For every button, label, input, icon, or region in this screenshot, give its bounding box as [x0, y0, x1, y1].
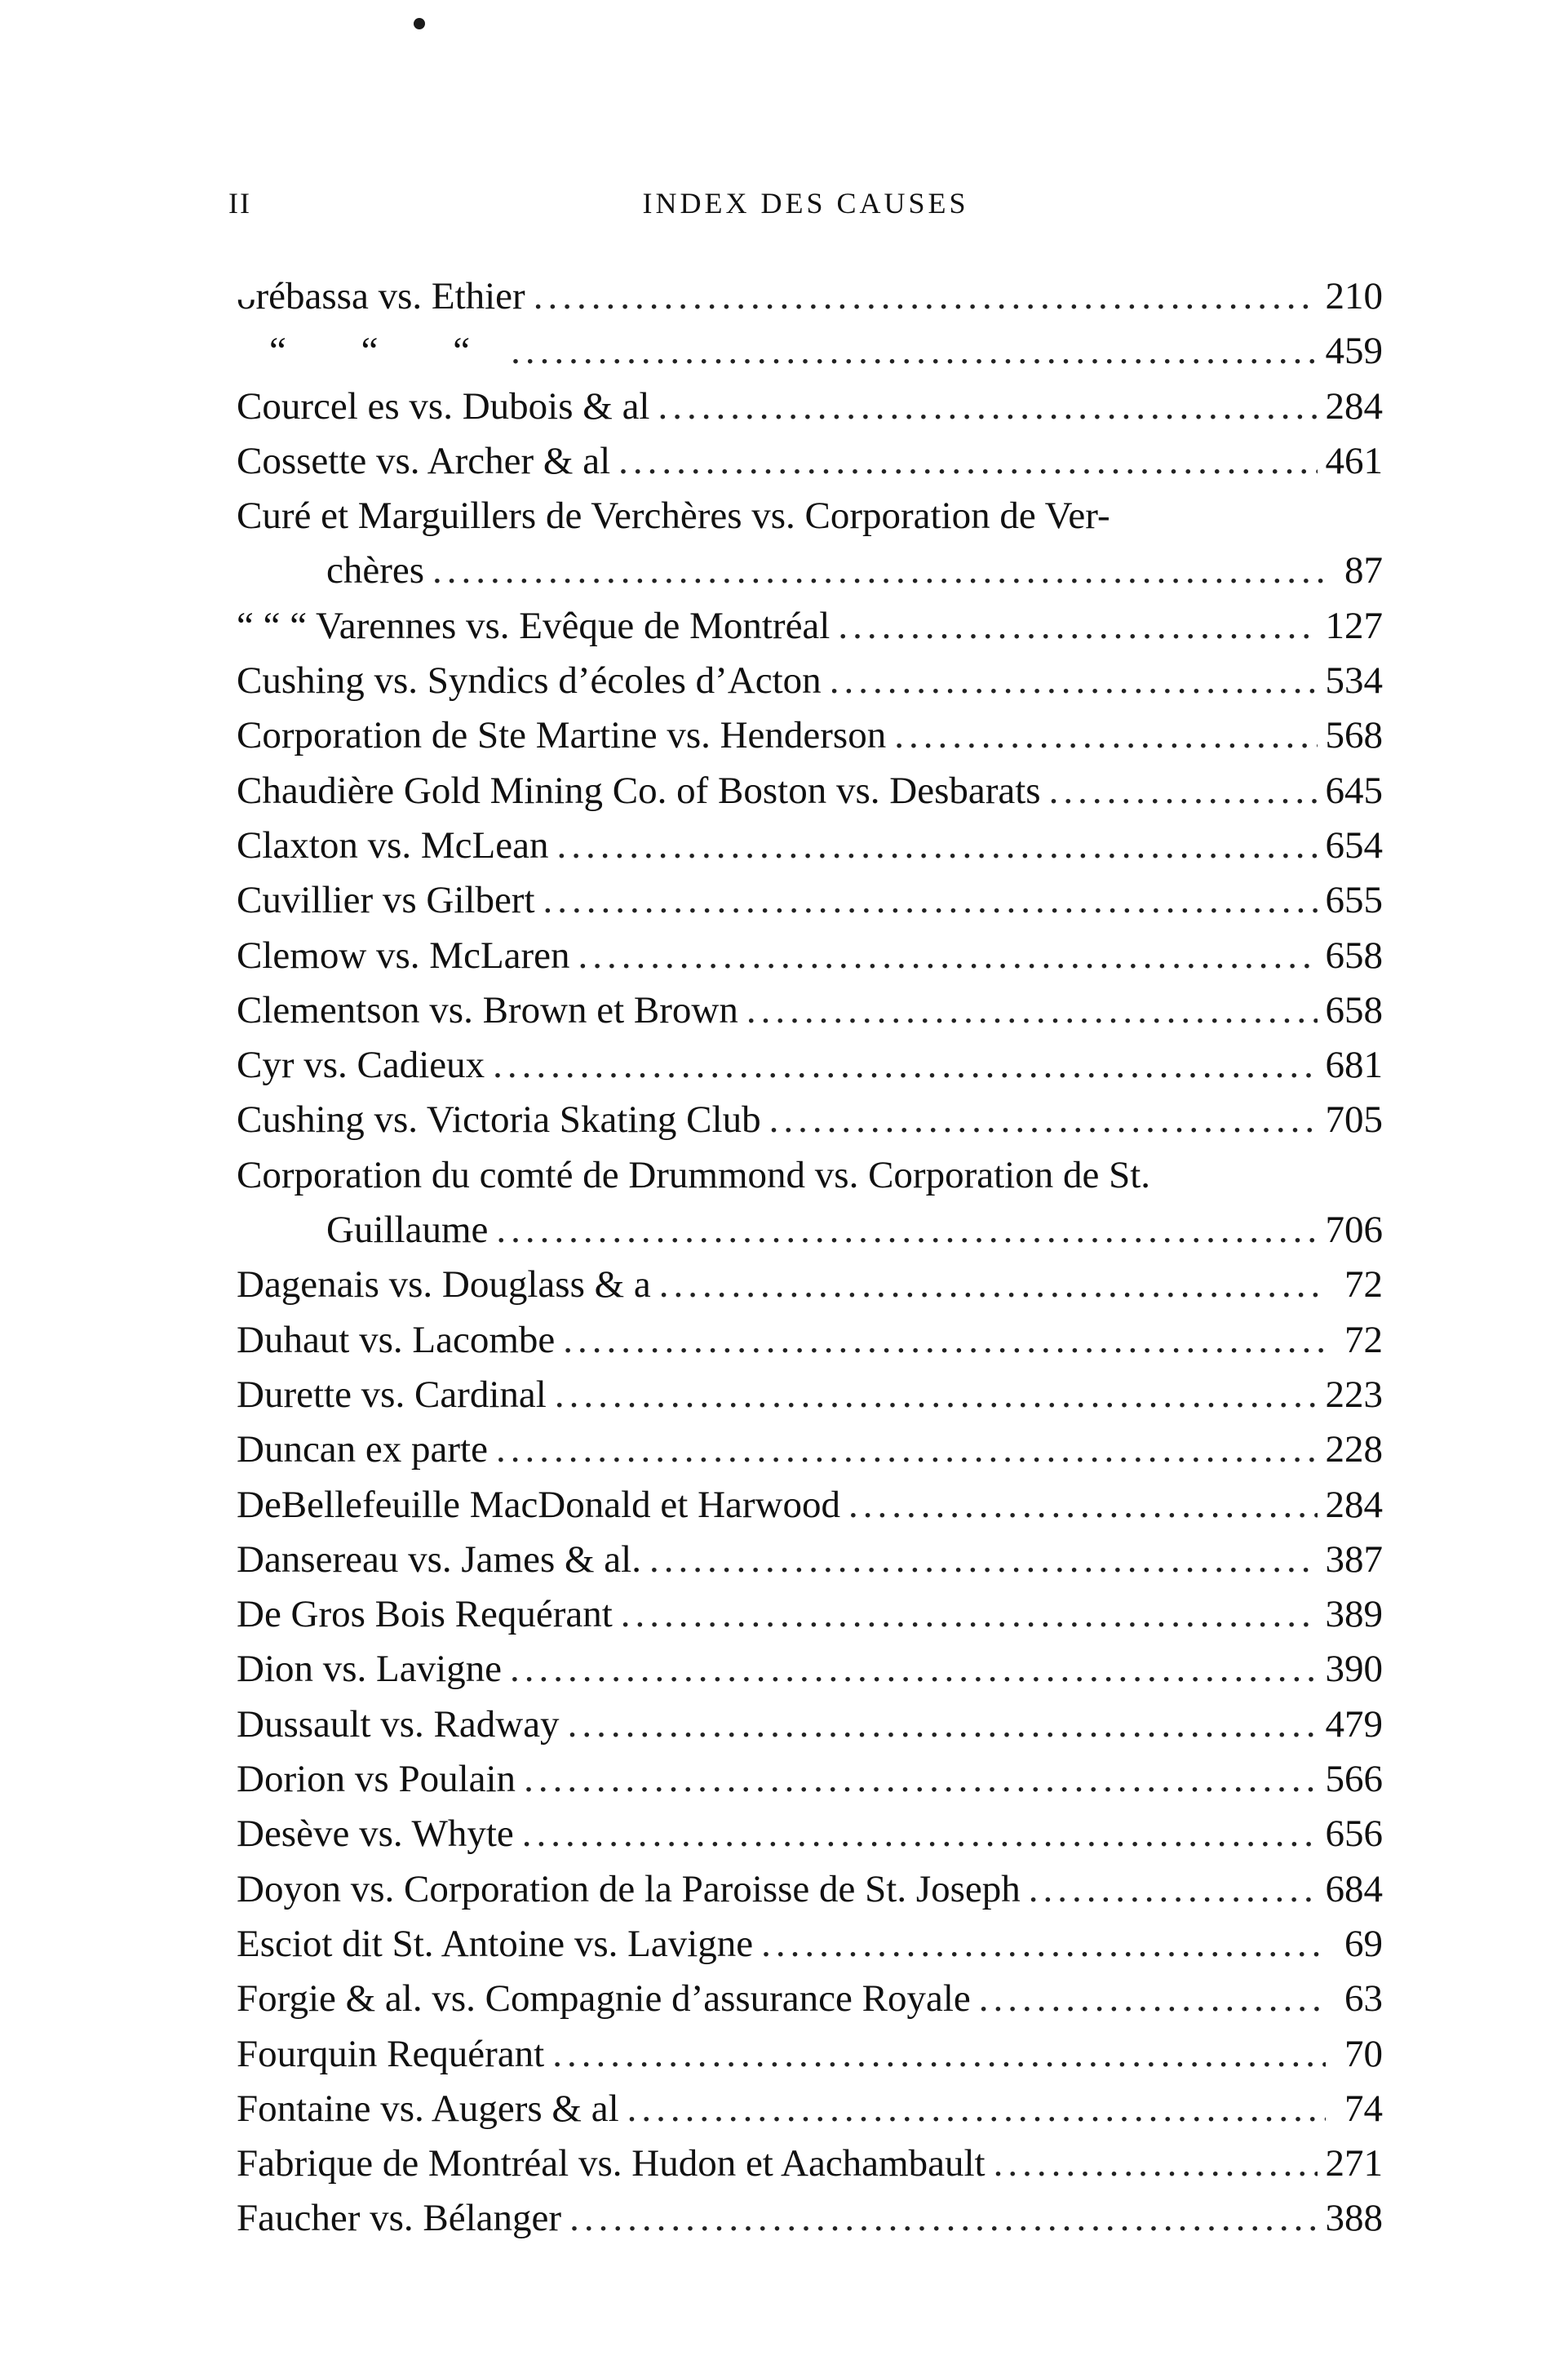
entry-page-number: 87	[1344, 549, 1383, 592]
entry-line	[237, 1368, 1383, 1422]
entry-title: Dansereau vs. James & al.	[237, 1537, 641, 1581]
dot-leader	[534, 269, 1318, 324]
index-entry	[237, 819, 1383, 873]
page-number: II	[228, 187, 251, 220]
entry-line	[237, 2082, 1383, 2136]
entry-page-number: 658	[1325, 988, 1383, 1032]
entry-line	[237, 873, 1383, 928]
entry-title: Duncan ex parte	[237, 1428, 488, 1471]
entry-page-number: 705	[1325, 1098, 1383, 1142]
entry-page-number: 69	[1344, 1922, 1383, 1965]
entry-title: Curé et Marguillers de Verchères vs. Corporation de Ver-	[237, 495, 1110, 538]
dot-leader	[848, 1478, 1318, 1533]
running-head	[228, 186, 1383, 235]
dot-leader	[568, 1697, 1318, 1752]
index-entry	[237, 379, 1383, 434]
entry-page-number: 479	[1325, 1702, 1383, 1746]
index-entry	[237, 1422, 1383, 1477]
index-entry	[237, 1697, 1383, 1752]
dot-leader	[649, 1533, 1318, 1587]
dot-leader	[838, 599, 1317, 654]
entry-title: Cushing vs. Syndics d’écoles d’Acton	[237, 659, 822, 703]
dot-leader	[556, 819, 1317, 873]
entry-page-number: 568	[1325, 714, 1383, 757]
entry-line	[237, 543, 1383, 598]
entry-title: “ “ “	[269, 330, 503, 373]
entry-page-number: 389	[1325, 1593, 1383, 1636]
entry-page-number: 228	[1325, 1428, 1383, 1471]
index-entry	[237, 434, 1383, 489]
dot-leader	[994, 2136, 1318, 2191]
dot-leader	[496, 1203, 1317, 1258]
index-entry	[237, 1038, 1383, 1093]
dot-leader	[496, 1422, 1318, 1477]
entry-page-number: 654	[1325, 823, 1383, 867]
entry-title: Dussault vs. Radway	[237, 1702, 560, 1746]
entry-page-number: 388	[1325, 2197, 1383, 2240]
index-entry	[237, 1093, 1383, 1147]
entry-line	[237, 599, 1383, 654]
entry-title: Guillaume	[326, 1209, 489, 1252]
entry-title: Doyon vs. Corporation de la Paroisse de St. Joseph	[237, 1867, 1021, 1910]
entry-line	[237, 1313, 1383, 1368]
dot-leader	[1049, 764, 1318, 819]
entry-page-number: 645	[1325, 769, 1383, 812]
entry-title: ᴗrébassa vs. Ethier	[237, 275, 525, 317]
entry-page-number: 210	[1325, 275, 1383, 317]
entry-page-number: 656	[1325, 1812, 1383, 1856]
entry-title: Cushing vs. Victoria Skating Club	[237, 1098, 761, 1142]
index-entry	[237, 1862, 1383, 1917]
index-entry	[237, 654, 1383, 708]
dot-leader	[618, 434, 1317, 489]
entry-page-number: 72	[1344, 1318, 1383, 1361]
entry-title: Forgie & al. vs. Compagnie d’assurance Royale	[237, 1977, 971, 2021]
dot-leader	[563, 1313, 1326, 1368]
index-entry	[237, 983, 1383, 1038]
entry-page-number: 681	[1325, 1044, 1383, 1087]
dot-leader	[555, 1368, 1318, 1422]
entry-page-number: 461	[1325, 439, 1383, 482]
entry-title: Chaudière Gold Mining Co. of Boston vs. Desbarats	[237, 769, 1041, 812]
entry-title: Durette vs. Cardinal	[237, 1373, 547, 1416]
entry-title: Cyr vs. Cadieux	[237, 1044, 485, 1087]
entry-line	[237, 929, 1383, 983]
dot-leader	[979, 1972, 1326, 2026]
entry-title: Fontaine vs. Augers & al	[237, 2087, 619, 2130]
dot-leader	[621, 1587, 1318, 1642]
entry-page-number: 72	[1344, 1263, 1383, 1307]
index-entry	[237, 873, 1383, 928]
entry-title: Dion vs. Lavigne	[237, 1648, 503, 1691]
entry-title: Cossette vs. Archer & al	[237, 439, 611, 482]
entry-title: chères	[326, 549, 425, 592]
entry-line	[237, 1917, 1383, 1972]
entry-line	[237, 1587, 1383, 1642]
dot-leader	[659, 1258, 1326, 1312]
entry-title: Cuvillier vs Gilbert	[237, 879, 535, 922]
dot-leader	[1029, 1862, 1318, 1917]
dot-leader	[578, 929, 1318, 983]
entry-page-number: 566	[1325, 1758, 1383, 1801]
dot-leader	[510, 1642, 1317, 1697]
printer-dot	[414, 18, 425, 29]
dot-leader	[627, 2082, 1326, 2136]
entry-line	[237, 819, 1383, 873]
index-entry	[237, 1478, 1383, 1533]
index-entry	[237, 708, 1383, 763]
entry-line	[237, 1642, 1383, 1697]
entry-title: Courcel es vs. Dubois & al	[237, 384, 650, 428]
entry-page-number: 271	[1325, 2142, 1383, 2185]
index-entry	[237, 1917, 1383, 1972]
entry-line	[237, 2136, 1383, 2191]
entry-page-number: 390	[1325, 1648, 1383, 1691]
index-entry	[237, 489, 1383, 599]
entry-line	[237, 1862, 1383, 1917]
entry-line	[237, 434, 1383, 489]
entry-title: Clementson vs. Brown et Brown	[237, 988, 738, 1032]
index-entry	[237, 1368, 1383, 1422]
entry-title: Corporation du comté de Drummond vs. Corporation de St.	[237, 1153, 1151, 1196]
entry-page-number: 284	[1325, 384, 1383, 428]
entry-line	[237, 1038, 1383, 1093]
entry-line	[237, 764, 1383, 819]
entry-line	[237, 654, 1383, 708]
entry-line	[237, 1258, 1383, 1312]
index-entry	[237, 2027, 1383, 2082]
entry-title: Duhaut vs. Lacombe	[237, 1318, 556, 1361]
entry-page-number: 284	[1325, 1483, 1383, 1526]
entry-title: Clemow vs. McLaren	[237, 934, 570, 977]
entry-title: Esciot dit St. Antoine vs. Lavigne	[237, 1922, 754, 1965]
index-entry	[237, 929, 1383, 983]
entry-title: Fabrique de Montréal vs. Hudon et Aachambault	[237, 2142, 986, 2185]
dot-leader	[552, 2027, 1326, 2082]
entry-line	[237, 708, 1383, 763]
entry-line	[237, 379, 1383, 434]
entry-line	[237, 489, 1383, 543]
entry-line	[237, 2191, 1383, 2246]
index-entry	[237, 1642, 1383, 1697]
entry-line	[237, 983, 1383, 1038]
index-entry	[237, 2191, 1383, 2246]
index-entry	[237, 1148, 1383, 1258]
entry-page-number: 223	[1325, 1373, 1383, 1416]
entry-line	[237, 269, 1383, 324]
index-entry	[237, 1313, 1383, 1368]
dot-leader	[493, 1038, 1317, 1093]
dot-leader	[658, 379, 1318, 434]
entry-page-number: 658	[1325, 934, 1383, 977]
entry-line	[237, 1807, 1383, 1861]
entry-title: “ “ “ Varennes vs. Evêque de Montréal	[237, 604, 831, 647]
index-entry	[237, 324, 1383, 379]
index-entry	[237, 1258, 1383, 1312]
entry-title: Dorion vs Poulain	[237, 1758, 516, 1801]
entry-line	[237, 1093, 1383, 1147]
entry-title: Corporation de Ste Martine vs. Henderson	[237, 714, 887, 757]
dot-leader	[543, 873, 1318, 928]
dot-leader	[830, 654, 1318, 708]
entry-page-number: 534	[1325, 659, 1383, 703]
entry-page-number: 387	[1325, 1537, 1383, 1581]
entry-line	[237, 1203, 1383, 1258]
dot-leader	[569, 2191, 1317, 2246]
entry-page-number: 74	[1344, 2087, 1383, 2130]
index-entry	[237, 1587, 1383, 1642]
page-title: INDEX DES CAUSES	[642, 187, 969, 220]
entry-line	[237, 324, 1383, 379]
entry-page-number: 684	[1325, 1867, 1383, 1910]
entry-line	[237, 1752, 1383, 1807]
entry-title: Faucher vs. Bélanger	[237, 2197, 562, 2240]
dot-leader	[522, 1807, 1318, 1861]
entry-line	[237, 2027, 1383, 2082]
index-entry	[237, 1533, 1383, 1587]
entry-line	[237, 1148, 1383, 1203]
entry-title: DeBellefeuille MacDonald et Harwood	[237, 1483, 840, 1526]
index-entry	[237, 269, 1383, 324]
index-entries	[237, 269, 1383, 2260]
entry-line	[237, 1478, 1383, 1533]
entry-page-number: 459	[1325, 330, 1383, 373]
dot-leader	[769, 1093, 1318, 1147]
dot-leader	[894, 708, 1317, 763]
index-entry	[237, 1807, 1383, 1861]
entry-title: Fourquin Requérant	[237, 2032, 545, 2075]
entry-page-number: 127	[1325, 604, 1383, 647]
dot-leader	[761, 1917, 1326, 1972]
entry-title: Claxton vs. McLean	[237, 823, 549, 867]
entry-line	[237, 1533, 1383, 1587]
index-entry	[237, 764, 1383, 819]
index-entry	[237, 2136, 1383, 2191]
index-entry	[237, 599, 1383, 654]
dot-leader	[511, 324, 1317, 379]
entry-line	[237, 1422, 1383, 1477]
entry-line	[237, 1972, 1383, 2026]
dot-leader	[432, 543, 1326, 598]
entry-title: Dagenais vs. Douglass & a	[237, 1263, 651, 1307]
index-entry	[237, 1752, 1383, 1807]
index-entry	[237, 2082, 1383, 2136]
index-entry	[237, 1972, 1383, 2026]
entry-page-number: 63	[1344, 1977, 1383, 2021]
entry-page-number: 70	[1344, 2032, 1383, 2075]
entry-title: De Gros Bois Requérant	[237, 1593, 613, 1636]
entry-page-number: 706	[1325, 1209, 1383, 1252]
dot-leader	[524, 1752, 1317, 1807]
entry-title: Desève vs. Whyte	[237, 1812, 514, 1856]
entry-line	[237, 1697, 1383, 1752]
entry-page-number: 655	[1325, 879, 1383, 922]
dot-leader	[746, 983, 1318, 1038]
